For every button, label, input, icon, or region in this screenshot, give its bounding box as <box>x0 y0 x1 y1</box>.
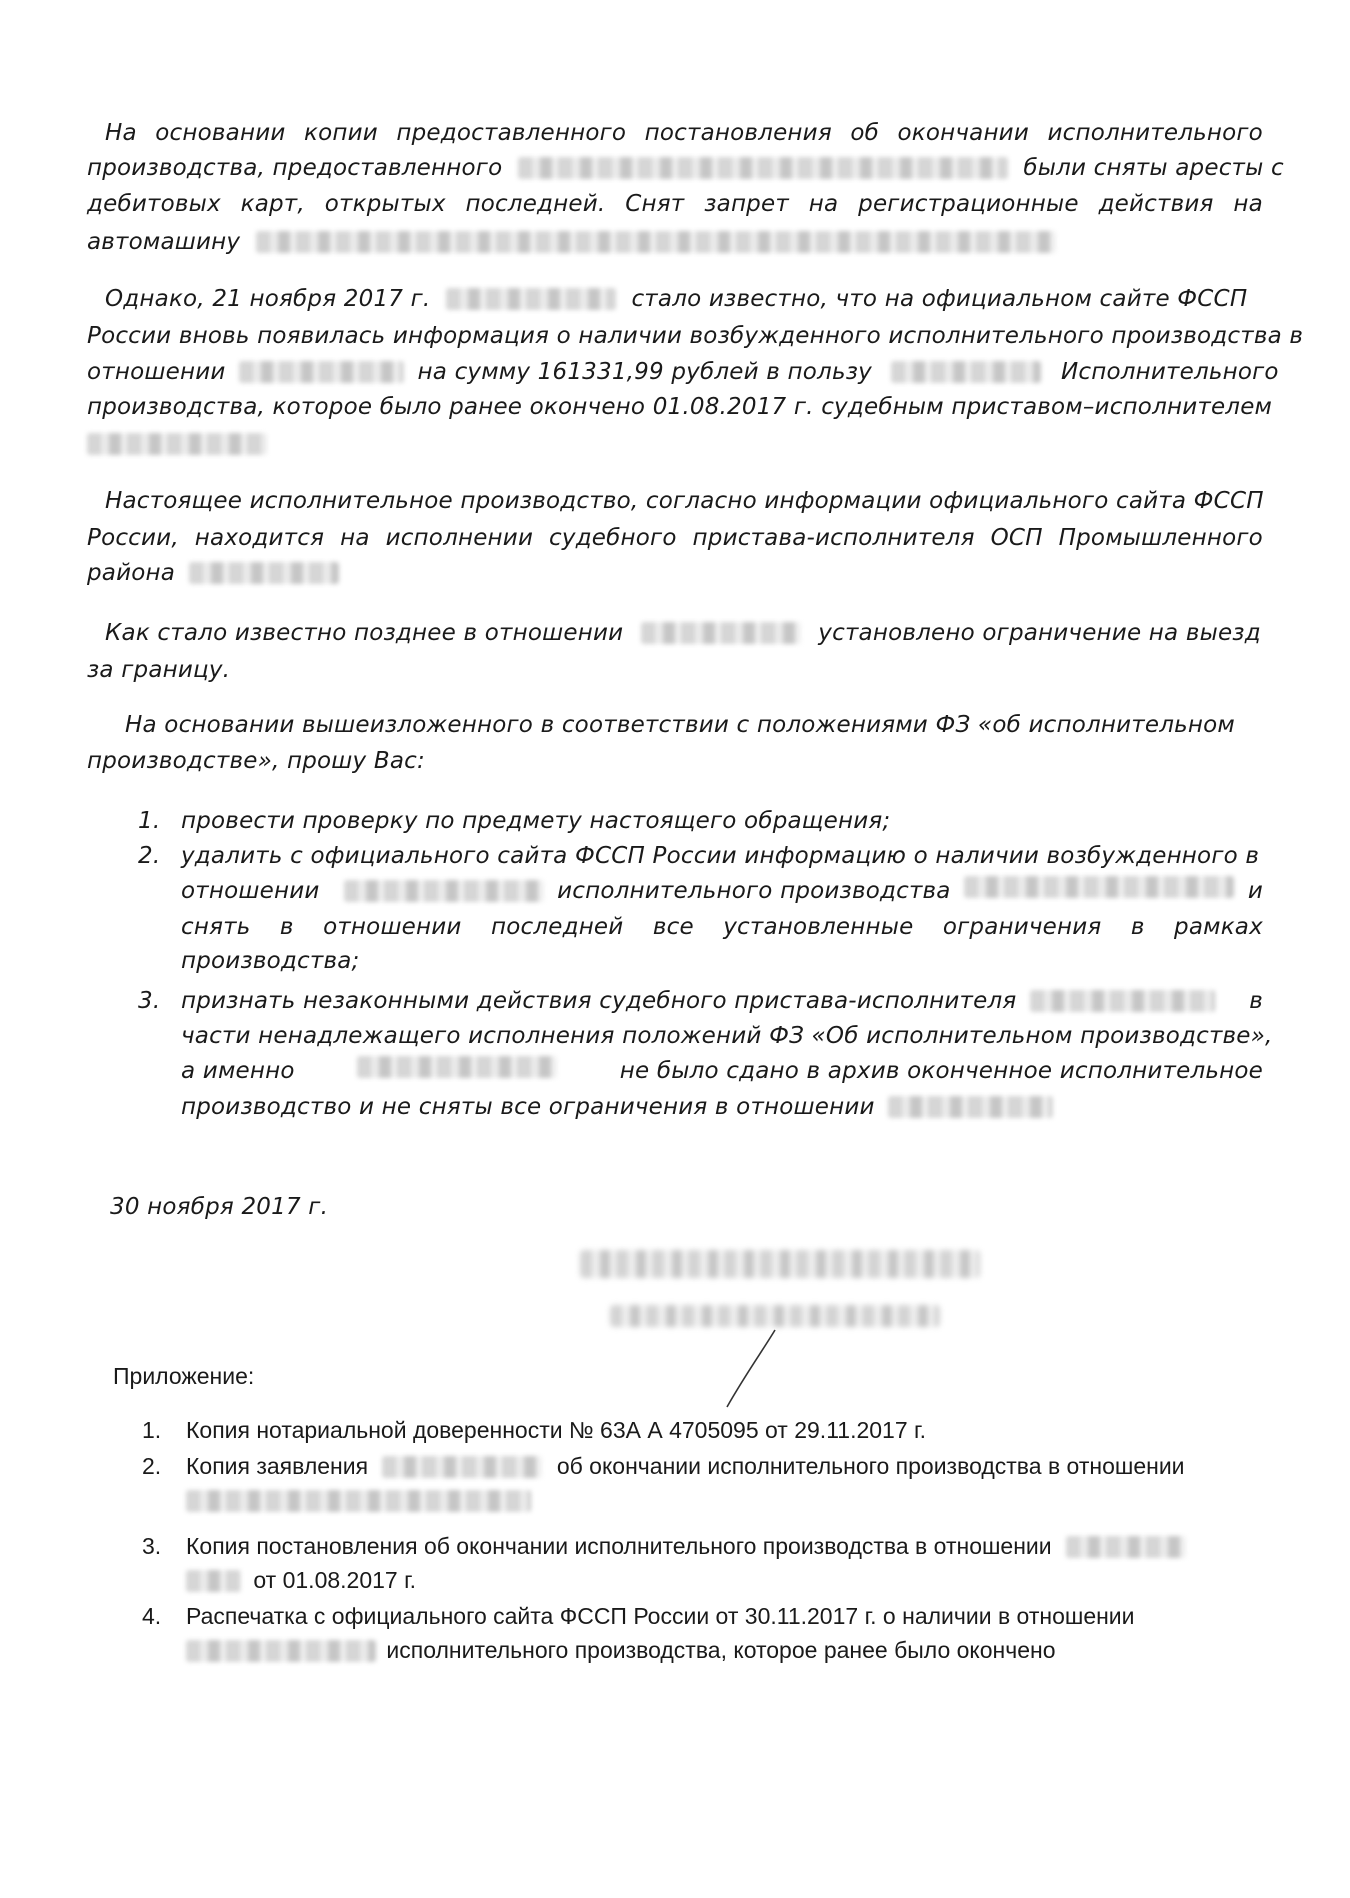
request-2-line-2: отношении исполнительного производства и <box>181 878 1263 904</box>
p1-line-1: На основании копии предоставленного постановления об окончании исполнительного <box>105 120 1263 146</box>
redacted-name <box>186 1570 241 1592</box>
p2-line-3: отношении на сумму 161331,99 рублей в пользу Исполнительного <box>87 359 1279 385</box>
list-number: 1. <box>138 808 161 834</box>
redacted-name <box>888 1096 1053 1118</box>
redacted-name <box>239 361 404 383</box>
document-page: На основании копии предоставленного постановления об окончании исполнительного производства, предоставленного были сняты аресты с дебитовых карт, открытых последней. Снят запрет на регистрационные действия на автомашину Однако, 21 ноября 2017 г. стало известно, что на официальном сайте ФССП России вновь появилась информация о наличии возбужденного исполнительного производства в отношении на сумму 161331,99 рублей в пользу Исполнительного производства, которое было ранее окончено 01.08.2017 г. судебным приставом–исполнителем Настоящее исполнительное производство, согласно информации официального сайта ФССП России, находится на исполнении судебного пристава-исполнителя ОСП Промышленного района Как стало известно позднее в отношении установлено ограничение на выезд за границу. На основании вышеизложенного в соответствии с положениями ФЗ «об исполнительном производстве», прошу Вас: 1. провести проверку по предмету настоящего обращения; 2. удалить с официального сайта ФССП России информацию о наличии возбужденного в отношении исполнительного производства и снять в отношении последней все установленные ограничения в рамках производства; 3. признать незаконными действия судебного пристава-исполнителя в части ненадлежащего исполнения положений ФЗ «Об исполнительном производстве», а именно не было сдано в архив оконченное исполнительное производство и не сняты все ограничения в отношении 30 ноября 2017 г. Приложение: 1. Копия нотариальной доверенности № 63А А 4705095 от 29.11.2017 г. 2. Копия заявления об окончании исполнительного производства в отношении 3. Копия постановления об окончании исполнительного производства в отношении от 01.08.2017 г. 4. Распечатка с официального сайта ФССП России от 30.11.2017 г. о наличии в отношении исполнительного производства, которое ранее было окончено <box>0 0 1350 1898</box>
list-number: 3. <box>138 988 161 1014</box>
redacted-bailiff <box>1030 990 1215 1012</box>
list-number: 4. <box>142 1603 162 1629</box>
list-number: 2. <box>142 1453 162 1479</box>
request-2-line-1: удалить с официального сайта ФССП России информацию о наличии возбужденного в <box>181 843 1260 869</box>
request-3-line-1: признать незаконными действия судебного пристава-исполнителя в <box>181 988 1263 1014</box>
p3-line-1: Настоящее исполнительное производство, согласно информации официального сайта ФССП <box>105 488 1264 514</box>
redacted-name <box>186 1640 376 1662</box>
redacted-vehicle <box>256 231 1056 253</box>
list-number: 1. <box>142 1417 162 1443</box>
request-1: провести проверку по предмету настоящего обращения; <box>181 808 891 834</box>
redacted-signatory-details <box>610 1305 940 1327</box>
p2-line-4: производства, которое было ранее окончено 01.08.2017 г. судебным приставом–исполнителем <box>87 394 1273 420</box>
redacted-name <box>186 1490 531 1512</box>
redacted-name <box>518 157 1008 179</box>
attachment-4-line-2: исполнительного производства, которое ранее было окончено <box>186 1634 1056 1666</box>
attachment-1: Копия нотариальной доверенности № 63А А 4705095 от 29.11.2017 г. <box>186 1417 926 1443</box>
list-number: 3. <box>142 1533 162 1559</box>
p2-line-2: России вновь появилась информация о наличии возбужденного исполнительного производства в <box>87 323 1304 349</box>
p1-line-4: автомашину <box>87 227 1056 257</box>
redacted-name <box>382 1456 542 1478</box>
attachment-3-line-1: Копия постановления об окончании исполнительного производства в отношении <box>186 1530 1186 1562</box>
signature-stroke <box>715 1325 785 1415</box>
p4-line-1: Как стало известно позднее в отношении установлено ограничение на выезд <box>105 620 1261 646</box>
redacted-name <box>357 1056 557 1078</box>
p5-line-2: производстве», прошу Вас: <box>87 748 425 774</box>
redacted-signatory-name <box>580 1250 980 1278</box>
request-2-line-4: производства; <box>181 948 360 974</box>
p1-line-2: производства, предоставленного были сняты аресты с <box>87 155 1284 181</box>
p2-line-1: Однако, 21 ноября 2017 г. стало известно, что на официальном сайте ФССП <box>105 286 1248 312</box>
attachment-3-line-2: от 01.08.2017 г. <box>186 1564 416 1596</box>
attachment-2-line-1: Копия заявления об окончании исполнительного производства в отношении <box>186 1453 1185 1479</box>
p4-line-2: за границу. <box>87 657 231 683</box>
p2-line-5 <box>87 429 267 459</box>
attachment-4-line-1: Распечатка с официального сайта ФССП России от 30.11.2017 г. о наличии в отношении <box>186 1603 1135 1629</box>
redacted-creditor <box>891 361 1041 383</box>
redacted-name <box>641 622 801 644</box>
p3-line-2: России, находится на исполнении судебного пристава-исполнителя ОСП Промышленного <box>87 525 1263 551</box>
redacted-name <box>1066 1536 1186 1558</box>
request-2-line-3: снять в отношении последней все установленные ограничения в рамках <box>181 914 1263 940</box>
p5-line-1: На основании вышеизложенного в соответствии с положениями ФЗ «об исполнительном <box>125 712 1235 738</box>
redacted-name <box>344 880 544 902</box>
redacted-bailiff <box>87 433 267 455</box>
request-3-line-2: части ненадлежащего исполнения положений ФЗ «Об исполнительном производстве», <box>181 1023 1273 1049</box>
redacted-name <box>446 288 616 310</box>
p3-line-3: района <box>87 558 339 588</box>
list-number: 2. <box>138 843 161 869</box>
request-3-line-4: производство и не сняты все ограничения в отношении <box>181 1092 1053 1122</box>
redacted-case-number <box>964 876 1234 898</box>
redacted-city <box>189 562 339 584</box>
attachment-2-line-2 <box>186 1484 531 1516</box>
request-3-line-3: а именно не было сдано в архив оконченное исполнительное <box>181 1058 1263 1084</box>
p1-line-3: дебитовых карт, открытых последней. Снят запрет на регистрационные действия на <box>87 191 1263 217</box>
